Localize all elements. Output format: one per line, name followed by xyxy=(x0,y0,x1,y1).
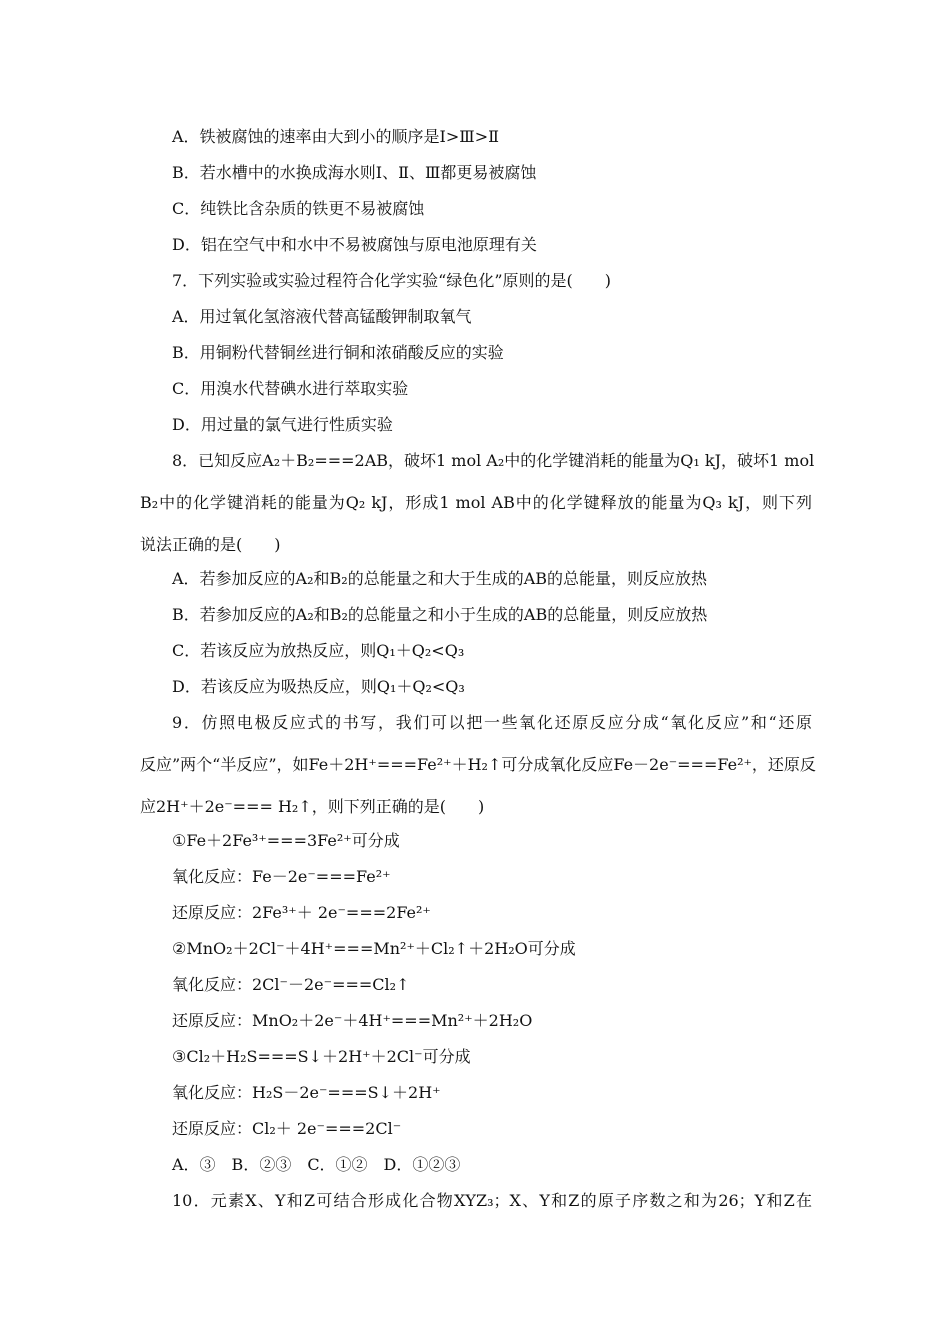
q6-option-c: C．纯铁比含杂质的铁更不易被腐蚀 xyxy=(172,199,425,218)
q8-option-a: A．若参加反应的A₂和B₂的总能量之和大于生成的AB的总能量，则反应放热 xyxy=(172,569,708,588)
q7-stem: 7．下列实验或实验过程符合化学实验“绿色化”原则的是( ) xyxy=(172,271,612,290)
q8-option-b: B．若参加反应的A₂和B₂的总能量之和小于生成的AB的总能量，则反应放热 xyxy=(172,605,708,624)
q7-option-a: A．用过氧化氢溶液代替高锰酸钾制取氧气 xyxy=(172,307,472,326)
q8-stem-line-2: B₂中的化学键消耗的能量为Q₂ kJ，形成1 mol AB中的化学键释放的能量为Q₃ kJ，则下列 xyxy=(140,493,812,512)
q7-option-c: C．用溴水代替碘水进行萃取实验 xyxy=(172,379,409,398)
q9-stem-line-1: 9．仿照电极反应式的书写，我们可以把一些氧化还原反应分成“氧化反应”和“还原 xyxy=(172,713,812,732)
q8-stem-line-1: 8．已知反应A₂＋B₂===2AB，破坏1 mol A₂中的化学键消耗的能量为Q₁ kJ，破坏1 mol xyxy=(172,451,815,470)
q9-item-1: ①Fe＋2Fe³⁺===3Fe²⁺可分成 xyxy=(172,831,400,850)
q6-option-d: D．铝在空气中和水中不易被腐蚀与原电池原理有关 xyxy=(172,235,537,254)
q9-item-3: ③Cl₂＋H₂S===S↓＋2H⁺＋2Cl⁻可分成 xyxy=(172,1047,471,1066)
q6-option-a: A．铁被腐蚀的速率由大到小的顺序是Ⅰ>Ⅲ>Ⅱ xyxy=(172,127,499,146)
q8-option-c: C．若该反应为放热反应，则Q₁＋Q₂<Q₃ xyxy=(172,641,465,660)
q6-option-b: B．若水槽中的水换成海水则Ⅰ、Ⅱ、Ⅲ都更易被腐蚀 xyxy=(172,163,537,182)
q9-item-2-reduction: 还原反应：MnO₂＋2e⁻＋4H⁺===Mn²⁺＋2H₂O xyxy=(172,1011,533,1030)
q9-choices: A．③ B．②③ C．①② D．①②③ xyxy=(172,1155,461,1174)
q8-option-d: D．若该反应为吸热反应，则Q₁＋Q₂<Q₃ xyxy=(172,677,465,696)
q9-item-1-oxidation: 氧化反应：Fe－2e⁻===Fe²⁺ xyxy=(172,867,391,886)
q9-stem-line-3: 应2H⁺＋2e⁻=== H₂↑，则下列正确的是( ) xyxy=(140,797,485,816)
q7-option-b: B．用铜粉代替铜丝进行铜和浓硝酸反应的实验 xyxy=(172,343,504,362)
q9-item-1-reduction: 还原反应：2Fe³⁺＋ 2e⁻===2Fe²⁺ xyxy=(172,903,431,922)
q9-item-3-reduction: 还原反应：Cl₂＋ 2e⁻===2Cl⁻ xyxy=(172,1119,402,1138)
q9-item-2: ②MnO₂＋2Cl⁻＋4H⁺===Mn²⁺＋Cl₂↑＋2H₂O可分成 xyxy=(172,939,576,958)
q9-stem-line-2: 反应”两个“半反应”，如Fe＋2H⁺===Fe²⁺＋H₂↑可分成氧化反应Fe－2e⁻===Fe²⁺，还原反 xyxy=(140,755,816,774)
q9-item-2-oxidation: 氧化反应：2Cl⁻－2e⁻===Cl₂↑ xyxy=(172,975,410,994)
q8-stem-line-3: 说法正确的是( ) xyxy=(140,535,281,554)
q9-item-3-oxidation: 氧化反应：H₂S－2e⁻===S↓＋2H⁺ xyxy=(172,1083,441,1102)
q10-stem-line-1: 10．元素X、Y和Z可结合形成化合物XYZ₃；X、Y和Z的原子序数之和为26；Y和Z在 xyxy=(172,1191,812,1210)
q7-option-d: D．用过量的氯气进行性质实验 xyxy=(172,415,393,434)
